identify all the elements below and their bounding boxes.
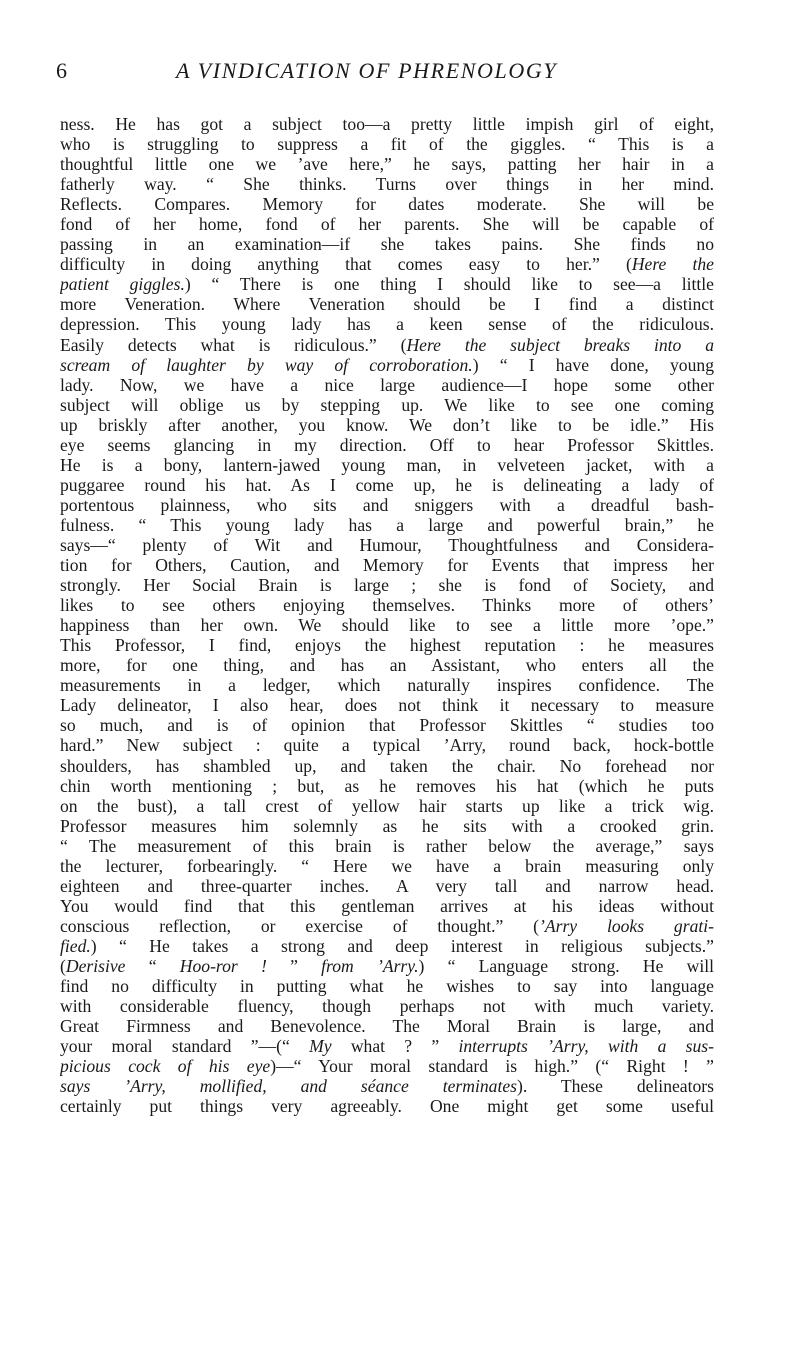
text-line	[60, 896, 714, 916]
text-line	[60, 415, 714, 435]
text-run: eye seems glancing in my direction. Off to hear Professor Skittles.	[60, 434, 714, 455]
text-line	[60, 575, 714, 595]
text-run: measurements in a ledger, which naturally inspires confidence. The	[60, 675, 714, 696]
text-line	[60, 956, 714, 976]
text-line	[60, 936, 714, 956]
page-number: 6	[56, 58, 67, 83]
italic-text: ’Arry looks grati-	[539, 915, 714, 936]
text-line	[60, 976, 714, 996]
text-line	[60, 495, 714, 515]
text-run: conscious reflection, or exercise of thought.” (	[60, 915, 539, 936]
text-line	[60, 335, 714, 355]
text-run: more Veneration. Where Veneration should be I find a distinct	[60, 294, 714, 315]
text-run: passing in an examination—if she takes pains. She finds no	[60, 234, 714, 255]
italic-text: Hoo-ror !	[179, 955, 267, 976]
text-line	[60, 635, 714, 655]
text-line	[60, 114, 714, 134]
text-line	[60, 214, 714, 234]
text-run: ) “ I have done, young	[472, 354, 714, 375]
text-run: subject will oblige us by stepping up. We like to see one coming	[60, 394, 714, 415]
italic-text: My	[309, 1036, 332, 1057]
text-line	[60, 615, 714, 635]
text-run: your moral standard ”—(“	[60, 1036, 310, 1057]
text-run: )—“ Your moral standard is high.” (“ Right ! ”	[270, 1056, 714, 1077]
text-line	[60, 254, 714, 274]
italic-text: Derisive	[65, 955, 126, 976]
text-line	[60, 1016, 714, 1036]
text-run: lady. Now, we have a nice large audience—I hope some other	[60, 374, 714, 395]
text-line	[60, 735, 714, 755]
text-run: strongly. Her Social Brain is large ; she is fond of Society, and	[60, 575, 714, 596]
text-run: ness. He has got a subject too—a pretty little impish girl of eight,	[60, 114, 714, 134]
text-line	[60, 836, 714, 856]
text-run: Professor measures him solemnly as he sits with a crooked grin.	[60, 815, 714, 836]
running-title: A VINDICATION OF PHRENOLOGY	[176, 58, 558, 83]
text-run: certainly put things very agreeably. One might get some useful	[60, 1096, 714, 1117]
text-line	[60, 154, 714, 174]
body-text	[60, 114, 714, 1116]
text-run: ) “ He takes a strong and deep interest in religious subjects.”	[90, 935, 714, 956]
text-run: (	[60, 955, 66, 976]
text-run: shoulders, has shambled up, and taken the chair. No forehead nor	[60, 755, 714, 776]
text-line	[60, 294, 714, 314]
text-run: “ The measurement of this brain is rather below the average,” says	[60, 835, 714, 856]
italic-text: patient giggles.	[60, 274, 185, 295]
text-line	[60, 555, 714, 575]
text-line	[60, 595, 714, 615]
text-line	[60, 776, 714, 796]
text-run: difficulty in doing anything that comes easy to her.” (	[60, 254, 632, 275]
text-run: likes to see others enjoying themselves. Thinks more of others’	[60, 595, 714, 616]
italic-text: scream of laughter by way of corroboration.	[60, 354, 473, 375]
text-run: Easily detects what is ridiculous.” (	[60, 334, 407, 355]
italic-text: interrupts ’Arry, with a sus-	[458, 1036, 714, 1057]
text-run: chin worth mentioning ; but, as he removes his hat (which he puts	[60, 775, 714, 796]
text-run: fond of her home, fond of her parents. She will be capable of	[60, 214, 714, 235]
text-line	[60, 1036, 714, 1056]
text-run: ). These delineators	[517, 1076, 714, 1097]
text-run: He is a bony, lantern-jawed young man, in velveteen jacket, with a	[60, 454, 714, 475]
text-line	[60, 796, 714, 816]
text-run: You would find that this gentleman arrives at his ideas without	[60, 895, 714, 916]
text-run: tion for Others, Caution, and Memory for Events that impress her	[60, 555, 714, 576]
text-line	[60, 234, 714, 254]
text-line	[60, 375, 714, 395]
text-run: with considerable fluency, though perhaps not with much variety.	[60, 996, 714, 1017]
text-run: puggaree round his hat. As I come up, he is delineating a lady of	[60, 474, 714, 495]
text-run: the lecturer, forbearingly. “ Here we have a brain measuring only	[60, 855, 714, 876]
text-run: Lady delineator, I also hear, does not think it necessary to measure	[60, 695, 714, 716]
text-line	[60, 515, 714, 535]
italic-text: says ’Arry, mollified, and séance terminates	[60, 1076, 517, 1097]
text-line	[60, 996, 714, 1016]
text-run: more, for one thing, and has an Assistant, who enters all the	[60, 655, 714, 676]
text-run: hard.” New subject : quite a typical ’Arry, round back, hock-bottle	[60, 735, 714, 756]
text-line	[60, 675, 714, 695]
text-run: Great Firmness and Benevolence. The Moral Brain is large, and	[60, 1016, 714, 1037]
text-run: “	[125, 955, 180, 976]
text-line	[60, 715, 714, 735]
text-line	[60, 695, 714, 715]
text-run: what ? ”	[331, 1036, 459, 1057]
text-run: ) “ Language strong. He will	[418, 955, 714, 976]
text-line	[60, 435, 714, 455]
text-run: on the bust), a tall crest of yellow hair starts up like a trick wig.	[60, 795, 714, 816]
text-line	[60, 876, 714, 896]
text-line	[60, 274, 714, 294]
text-run: happiness than her own. We should like to see a little more ’ope.”	[60, 615, 714, 636]
text-run: up briskly after another, you know. We don’t like to be idle.” His	[60, 414, 714, 435]
text-run: find no difficulty in putting what he wishes to say into language	[60, 976, 714, 997]
text-line	[60, 1056, 714, 1076]
text-run: who is struggling to suppress a fit of the giggles. “ This is a	[60, 134, 714, 155]
text-run: fulness. “ This young lady has a large and powerful brain,” he	[60, 514, 714, 535]
text-line	[60, 856, 714, 876]
text-line	[60, 535, 714, 555]
text-run: This Professor, I find, enjoys the highest reputation : he measures	[60, 635, 714, 656]
running-head	[56, 57, 716, 85]
text-run: eighteen and three-quarter inches. A very tall and narrow head.	[60, 875, 714, 896]
text-line	[60, 475, 714, 495]
text-line	[60, 174, 714, 194]
italic-text: fied.	[60, 935, 91, 956]
text-run: fatherly way. “ She thinks. Turns over things in her mind.	[60, 174, 714, 195]
text-run: portentous plainness, who sits and sniggers with a dreadful bash-	[60, 494, 714, 515]
text-line	[60, 355, 714, 375]
text-line	[60, 134, 714, 154]
text-line	[60, 194, 714, 214]
text-line	[60, 655, 714, 675]
text-line	[60, 395, 714, 415]
text-line	[60, 314, 714, 334]
text-run: thoughtful little one we ’ave here,” he says, patting her hair in a	[60, 154, 714, 175]
text-line	[60, 455, 714, 475]
text-run: depression. This young lady has a keen sense of the ridiculous.	[60, 314, 714, 335]
text-run: so much, and is of opinion that Professor Skittles “ studies too	[60, 715, 714, 736]
italic-text: from ’Arry.	[321, 955, 419, 976]
text-line	[60, 1076, 714, 1096]
text-run: ) “ There is one thing I should like to see—a little	[184, 274, 714, 295]
text-line	[60, 916, 714, 936]
italic-text: picious cock of his eye	[60, 1056, 271, 1077]
italic-text: Here the subject breaks into a	[406, 334, 714, 355]
italic-text: Here the	[631, 254, 714, 275]
text-run: Reflects. Compares. Memory for dates moderate. She will be	[60, 194, 714, 215]
text-line	[60, 1096, 714, 1116]
text-run: says—“ plenty of Wit and Humour, Thoughtfulness and Considera-	[60, 534, 714, 555]
text-line	[60, 816, 714, 836]
text-run: ”	[266, 955, 322, 976]
text-line	[60, 756, 714, 776]
